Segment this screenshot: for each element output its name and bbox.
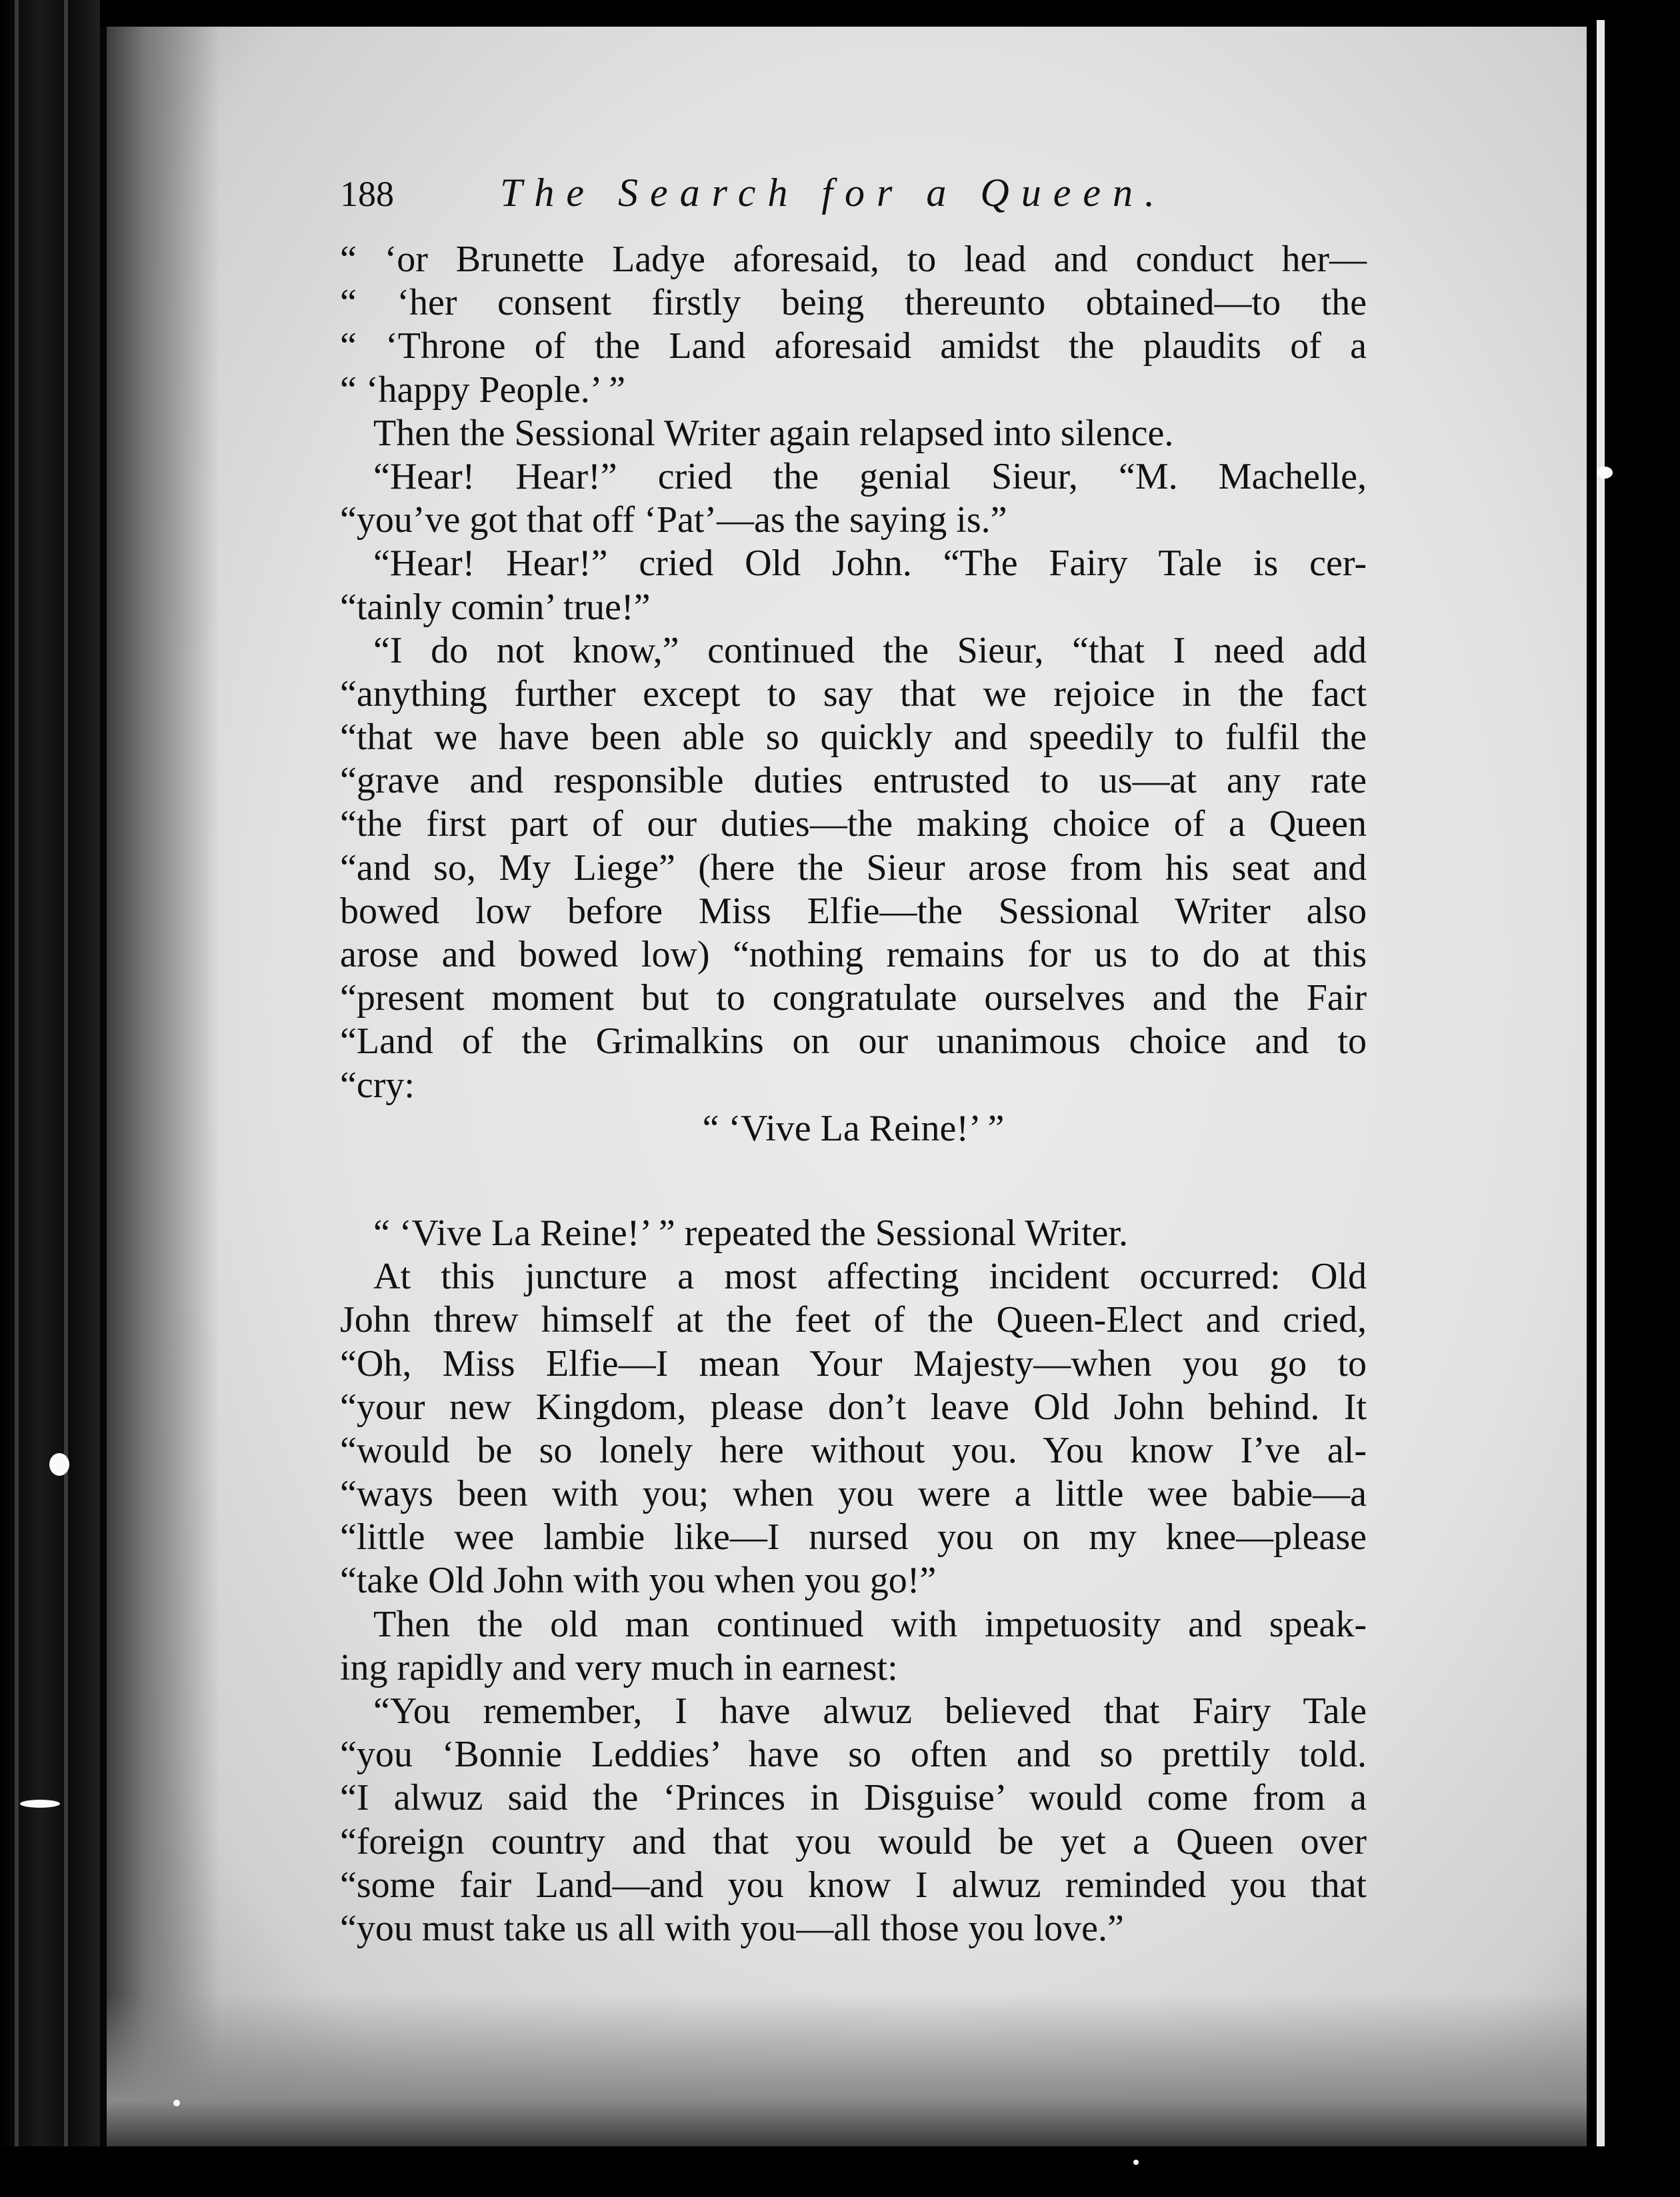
- text-line: ing rapidly and very much in earnest:: [340, 1646, 898, 1688]
- text-line: “grave and responsible duties entrusted to us—at any rate: [340, 760, 1367, 802]
- text-line: “and so, My Liege” (here the Sieur arose from his seat and: [340, 847, 1367, 889]
- page-bottom-shadow: [107, 1993, 1587, 2146]
- page-text-block: [340, 170, 1367, 1950]
- scan-speck: [1597, 467, 1613, 479]
- centered-exclamation-line: “ ‘Vive La Reine!’ ”: [702, 1107, 1005, 1149]
- text-line: “ways been with you; when you were a little wee babie—a: [340, 1473, 1367, 1515]
- running-header: [340, 170, 1367, 223]
- page-number: 188: [340, 174, 394, 214]
- text-line: “ ‘or Brunette Ladye aforesaid, to lead and conduct her—: [340, 239, 1367, 280]
- text-line: bowed low before Miss Elfie—the Sessional Writer also: [340, 890, 1367, 932]
- next-page-edge: [1597, 20, 1605, 2173]
- paragraph-gap: [340, 1150, 1367, 1212]
- scan-speck: [20, 1800, 60, 1808]
- top-scan-border: [0, 0, 1680, 27]
- scan-speck: [49, 1453, 69, 1476]
- body-text: [340, 238, 1367, 1950]
- text-line: “cry:: [340, 1064, 415, 1106]
- text-line: “Hear! Hear!” cried Old John. “The Fairy Tale is cer-: [373, 543, 1367, 585]
- text-line: “some fair Land—and you know I alwuz reminded you that: [340, 1864, 1367, 1906]
- text-line: “the first part of our duties—the making choice of a Queen: [340, 803, 1367, 845]
- text-line: “ ‘Throne of the Land aforesaid amidst the plaudits of a: [340, 325, 1367, 367]
- scan-speck: [173, 2100, 180, 2106]
- text-line: Then the old man continued with impetuosity and speak-: [373, 1603, 1367, 1645]
- text-line: “that we have been able so quickly and speedily to fulfil the: [340, 717, 1367, 759]
- text-line: At this juncture a most affecting incident occurred: Old: [373, 1256, 1367, 1298]
- text-line: arose and bowed low) “nothing remains for us to do at this: [340, 934, 1367, 975]
- text-line: “little wee lambie like—I nursed you on my knee—please: [340, 1516, 1367, 1558]
- text-line: “foreign country and that you would be yet a Queen over: [340, 1820, 1367, 1862]
- text-line: “I do not know,” continued the Sieur, “that I need add: [373, 629, 1367, 671]
- text-line: “ ‘happy People.’ ”: [340, 369, 626, 411]
- text-line: “you’ve got that off ‘Pat’—as the saying is.”: [340, 499, 1007, 541]
- text-line: “Land of the Grimalkins on our unanimous choice and to: [340, 1021, 1367, 1063]
- text-line: “you must take us all with you—all those you love.”: [340, 1907, 1124, 1949]
- text-line: “present moment but to congratulate ourselves and the Fair: [340, 977, 1367, 1019]
- text-line: “tainly comin’ true!”: [340, 586, 651, 628]
- text-line: “your new Kingdom, please don’t leave Old John behind. It: [340, 1386, 1367, 1428]
- spine-edge-line: [64, 0, 68, 2197]
- text-line: “you ‘Bonnie Leddies’ have so often and so prettily told.: [340, 1734, 1367, 1776]
- text-line: “would be so lonely here without you. You know I’ve al-: [340, 1429, 1367, 1471]
- text-line: “ ‘her consent firstly being thereunto obtained—to the: [340, 282, 1367, 324]
- text-line: “anything further except to say that we rejoice in the fact: [340, 673, 1367, 715]
- running-title: The Search for a Queen.: [500, 171, 1167, 215]
- text-line: Then the Sessional Writer again relapsed into silence.: [373, 412, 1174, 454]
- text-line: John threw himself at the feet of the Queen-Elect and cried,: [340, 1299, 1367, 1341]
- text-line: “Oh, Miss Elfie—I mean Your Majesty—when you go to: [340, 1342, 1367, 1384]
- bottom-scan-border: [0, 2146, 1680, 2197]
- page-gutter-shadow: [107, 27, 220, 2146]
- scan-speck: [1133, 2160, 1139, 2165]
- text-line: “Hear! Hear!” cried the genial Sieur, “M. Machelle,: [373, 455, 1367, 497]
- spine-edge-line: [15, 0, 19, 2197]
- text-line: “You remember, I have alwuz believed that Fairy Tale: [373, 1690, 1367, 1732]
- text-line: “take Old John with you when you go!”: [340, 1560, 937, 1602]
- text-line: “ ‘Vive La Reine!’ ” repeated the Sessional Writer.: [373, 1212, 1129, 1254]
- text-line: “I alwuz said the ‘Princes in Disguise’ would come from a: [340, 1777, 1367, 1819]
